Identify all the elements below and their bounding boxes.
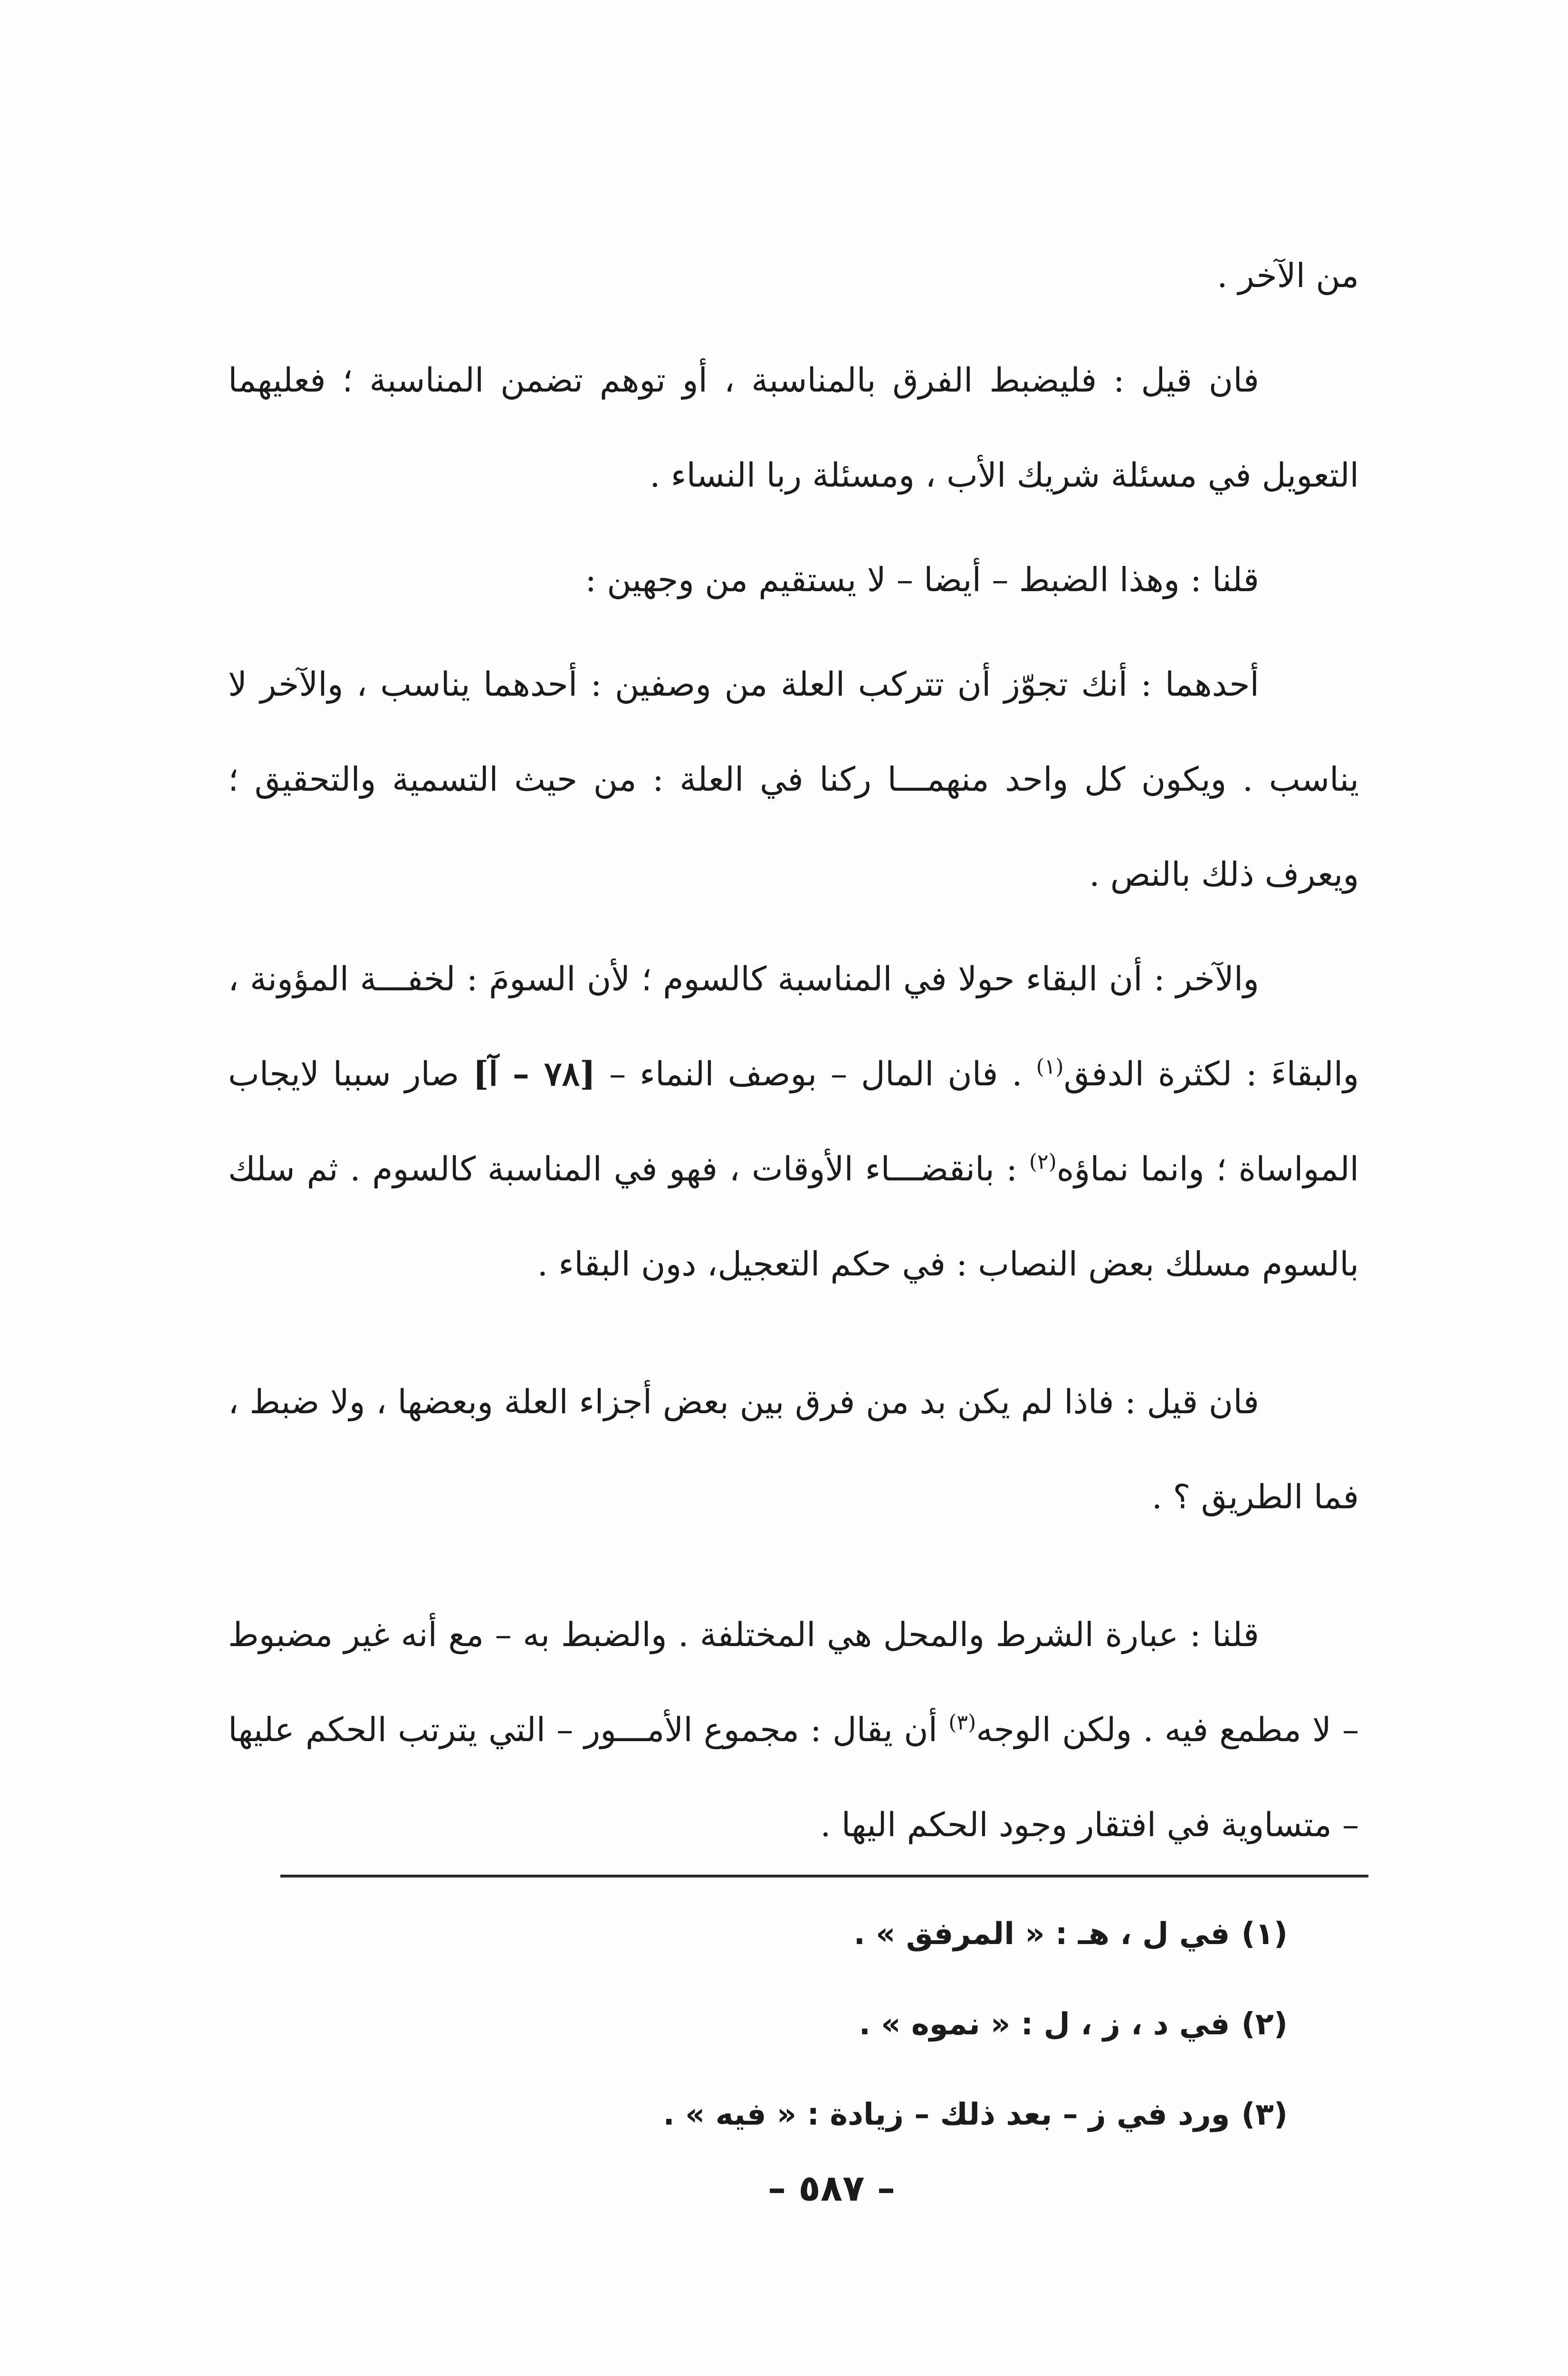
footnote-2 <box>228 1979 1288 2069</box>
paragraph-7-part-a: قلنا : عبارة الشرط والمحل هي المختلفة . والضبط به – مع أنه غير مضبوط – لا مطمع فيه . ولكن الوجه <box>228 1615 1359 1749</box>
paragraph-3: قلنا : وهذا الضبط – أيضا – لا يستقيم من وجهين : <box>585 560 1259 599</box>
footnote-number: (١) <box>1241 1916 1288 1952</box>
footnote-number: (٣) <box>1241 2097 1288 2132</box>
manuscript-folio-ref: [٧٨ – آ] <box>473 1054 596 1093</box>
paragraph-5-part-b: . فان المال – بوصف النماء – <box>595 1054 1036 1093</box>
paragraph-5 <box>228 931 1359 1312</box>
paragraph-7-part-b: أن يقال : مجموع الأمـــور – التي يترتب الحكم عليها – متساوية في افتقار وجود الحكم اليها . <box>228 1710 1359 1844</box>
footnote-ref-2: (٢) <box>1029 1150 1057 1174</box>
paragraph-6: فان قيل : فاذا لم يكن بد من فرق بين بعض أجزاء العلة وبعضها ، ولا ضبط ، فما الطريق ؟ . <box>228 1382 1359 1516</box>
paragraph-7 <box>228 1587 1359 1872</box>
footnote-ref-1: (١) <box>1036 1054 1064 1079</box>
footnote-3 <box>228 2069 1288 2160</box>
paragraph-2: فان قيل : فليضبط الفرق بالمناسبة ، أو توهم تضمن المناسبة ؛ فعليهما التعويل في مسئلة شريك الأب ، ومسئلة ربا النساء . <box>228 361 1359 495</box>
footnote-text: في د ، ز ، ل : « نموه » . <box>859 2007 1230 2042</box>
footnote-text: في ل ، هـ : « المرفق » . <box>853 1916 1230 1952</box>
main-text <box>228 228 1359 1872</box>
footnote-text: ورد في ز – بعد ذلك – زيادة : « فيه » . <box>663 2097 1230 2132</box>
footnote-1 <box>228 1889 1288 1979</box>
footnote-ref-3: (٣) <box>948 1710 976 1735</box>
footnote-number: (٢) <box>1241 2007 1288 2042</box>
paragraph-4: أحدهما : أنك تجوّز أن تتركب العلة من وصفين : أحدهما يناسب ، والآخر لا يناسب . ويكون كل واحد منهمـــا ركنا في العلة : من حيث التسمية والتحقيق ؛ ويعرف ذلك بالنص . <box>228 665 1359 894</box>
paragraph-5-part-c: صار سببا لايجاب المواساة ؛ وانما نماؤه <box>228 1054 1359 1188</box>
footnote-divider <box>280 1875 1368 1878</box>
page-number: – ٥٨٧ – <box>767 2167 896 2209</box>
paragraph-1: من الآخر . <box>1217 256 1359 295</box>
paragraph-5-part-d: : بانقضـــاء الأوقات ، فهو في المناسبة كالسوم . ثم سلك بالسوم مسلك بعض النصاب : في حكم التعجيل، دون البقاء . <box>228 1150 1359 1284</box>
paragraph-5-part-a: والآخر : أن البقاء حولا في المناسبة كالسوم ؛ لأن السومَ : لخفـــة المؤونة ، والبقاءَ : لكثرة الدفق <box>228 959 1359 1093</box>
footnotes <box>228 1889 1288 2160</box>
